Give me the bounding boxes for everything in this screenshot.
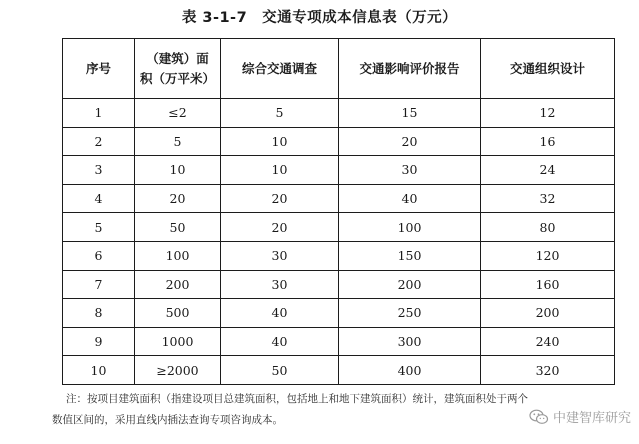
cell-traffic-organization-design: 24 (481, 156, 615, 185)
cell-seq: 1 (63, 99, 135, 128)
cell-traffic-organization-design: 320 (481, 356, 615, 385)
footnote-line1: 注：按项目建筑面积（指建设项目总建筑面积，包括地上和地下建筑面积）统计，建筑面积处于两个 (66, 393, 528, 405)
cell-traffic-survey: 10 (221, 127, 339, 156)
cell-traffic-impact-report: 100 (339, 213, 481, 242)
table-row (63, 270, 615, 299)
table-row (63, 184, 615, 213)
table-row (63, 99, 615, 128)
header-area (135, 39, 221, 99)
cell-seq: 7 (63, 270, 135, 299)
header-area-line1: （建筑）面 (146, 50, 209, 66)
cell-area: 50 (135, 213, 221, 242)
cell-area: 20 (135, 184, 221, 213)
cell-area: ≤2 (135, 99, 221, 128)
table-title: 表 3-1-7 交通专项成本信息表（万元） (181, 10, 458, 26)
cell-traffic-organization-design: 80 (481, 213, 615, 242)
table-body (63, 99, 615, 385)
cell-seq: 8 (63, 299, 135, 328)
cell-traffic-impact-report: 15 (339, 99, 481, 128)
cell-traffic-survey: 20 (221, 213, 339, 242)
cell-traffic-organization-design: 160 (481, 270, 615, 299)
cell-traffic-impact-report: 30 (339, 156, 481, 185)
cell-area: 1000 (135, 327, 221, 356)
cell-traffic-survey: 5 (221, 99, 339, 128)
cell-seq: 6 (63, 241, 135, 270)
cell-traffic-impact-report: 250 (339, 299, 481, 328)
cell-traffic-organization-design: 240 (481, 327, 615, 356)
watermark (529, 407, 631, 426)
cell-area: 10 (135, 156, 221, 185)
cell-area: ≥2000 (135, 356, 221, 385)
cell-traffic-organization-design: 32 (481, 184, 615, 213)
header-seq: 序号 (63, 39, 135, 99)
cell-traffic-organization-design: 16 (481, 127, 615, 156)
cell-seq: 10 (63, 356, 135, 385)
table-row (63, 241, 615, 270)
cell-seq: 9 (63, 327, 135, 356)
cell-traffic-impact-report: 400 (339, 356, 481, 385)
cell-seq: 4 (63, 184, 135, 213)
cell-traffic-impact-report: 200 (339, 270, 481, 299)
cell-traffic-survey: 50 (221, 356, 339, 385)
table-row (63, 156, 615, 185)
cell-traffic-survey: 30 (221, 270, 339, 299)
wechat-icon (529, 409, 549, 425)
table-header (63, 39, 615, 99)
table-row (63, 356, 615, 385)
cell-area: 5 (135, 127, 221, 156)
cost-table (62, 38, 615, 385)
cell-traffic-impact-report: 40 (339, 184, 481, 213)
cell-traffic-organization-design: 120 (481, 241, 615, 270)
cell-traffic-survey: 40 (221, 327, 339, 356)
cell-seq: 5 (63, 213, 135, 242)
cell-traffic-organization-design: 200 (481, 299, 615, 328)
cell-area: 100 (135, 241, 221, 270)
header-traffic-organization-design: 交通组织设计 (481, 39, 615, 99)
cell-traffic-impact-report: 20 (339, 127, 481, 156)
cell-traffic-survey: 40 (221, 299, 339, 328)
cell-traffic-organization-design: 12 (481, 99, 615, 128)
table-row (63, 213, 615, 242)
table-row (63, 327, 615, 356)
cell-area: 200 (135, 270, 221, 299)
header-traffic-survey: 综合交通调查 (221, 39, 339, 99)
cell-seq: 2 (63, 127, 135, 156)
cell-traffic-survey: 20 (221, 184, 339, 213)
cell-traffic-impact-report: 150 (339, 241, 481, 270)
footnote-line2: 数值区间的，采用直线内插法查询专项咨询成本。 (52, 414, 283, 426)
cell-area: 500 (135, 299, 221, 328)
cell-seq: 3 (63, 156, 135, 185)
watermark-text: 中建智库研究 (552, 411, 631, 426)
header-area-line2: 积（万平米） (139, 70, 215, 86)
cell-traffic-survey: 30 (221, 241, 339, 270)
header-traffic-impact-report: 交通影响评价报告 (339, 39, 481, 99)
cell-traffic-survey: 10 (221, 156, 339, 185)
cell-traffic-impact-report: 300 (339, 327, 481, 356)
table-row (63, 299, 615, 328)
table-row (63, 127, 615, 156)
